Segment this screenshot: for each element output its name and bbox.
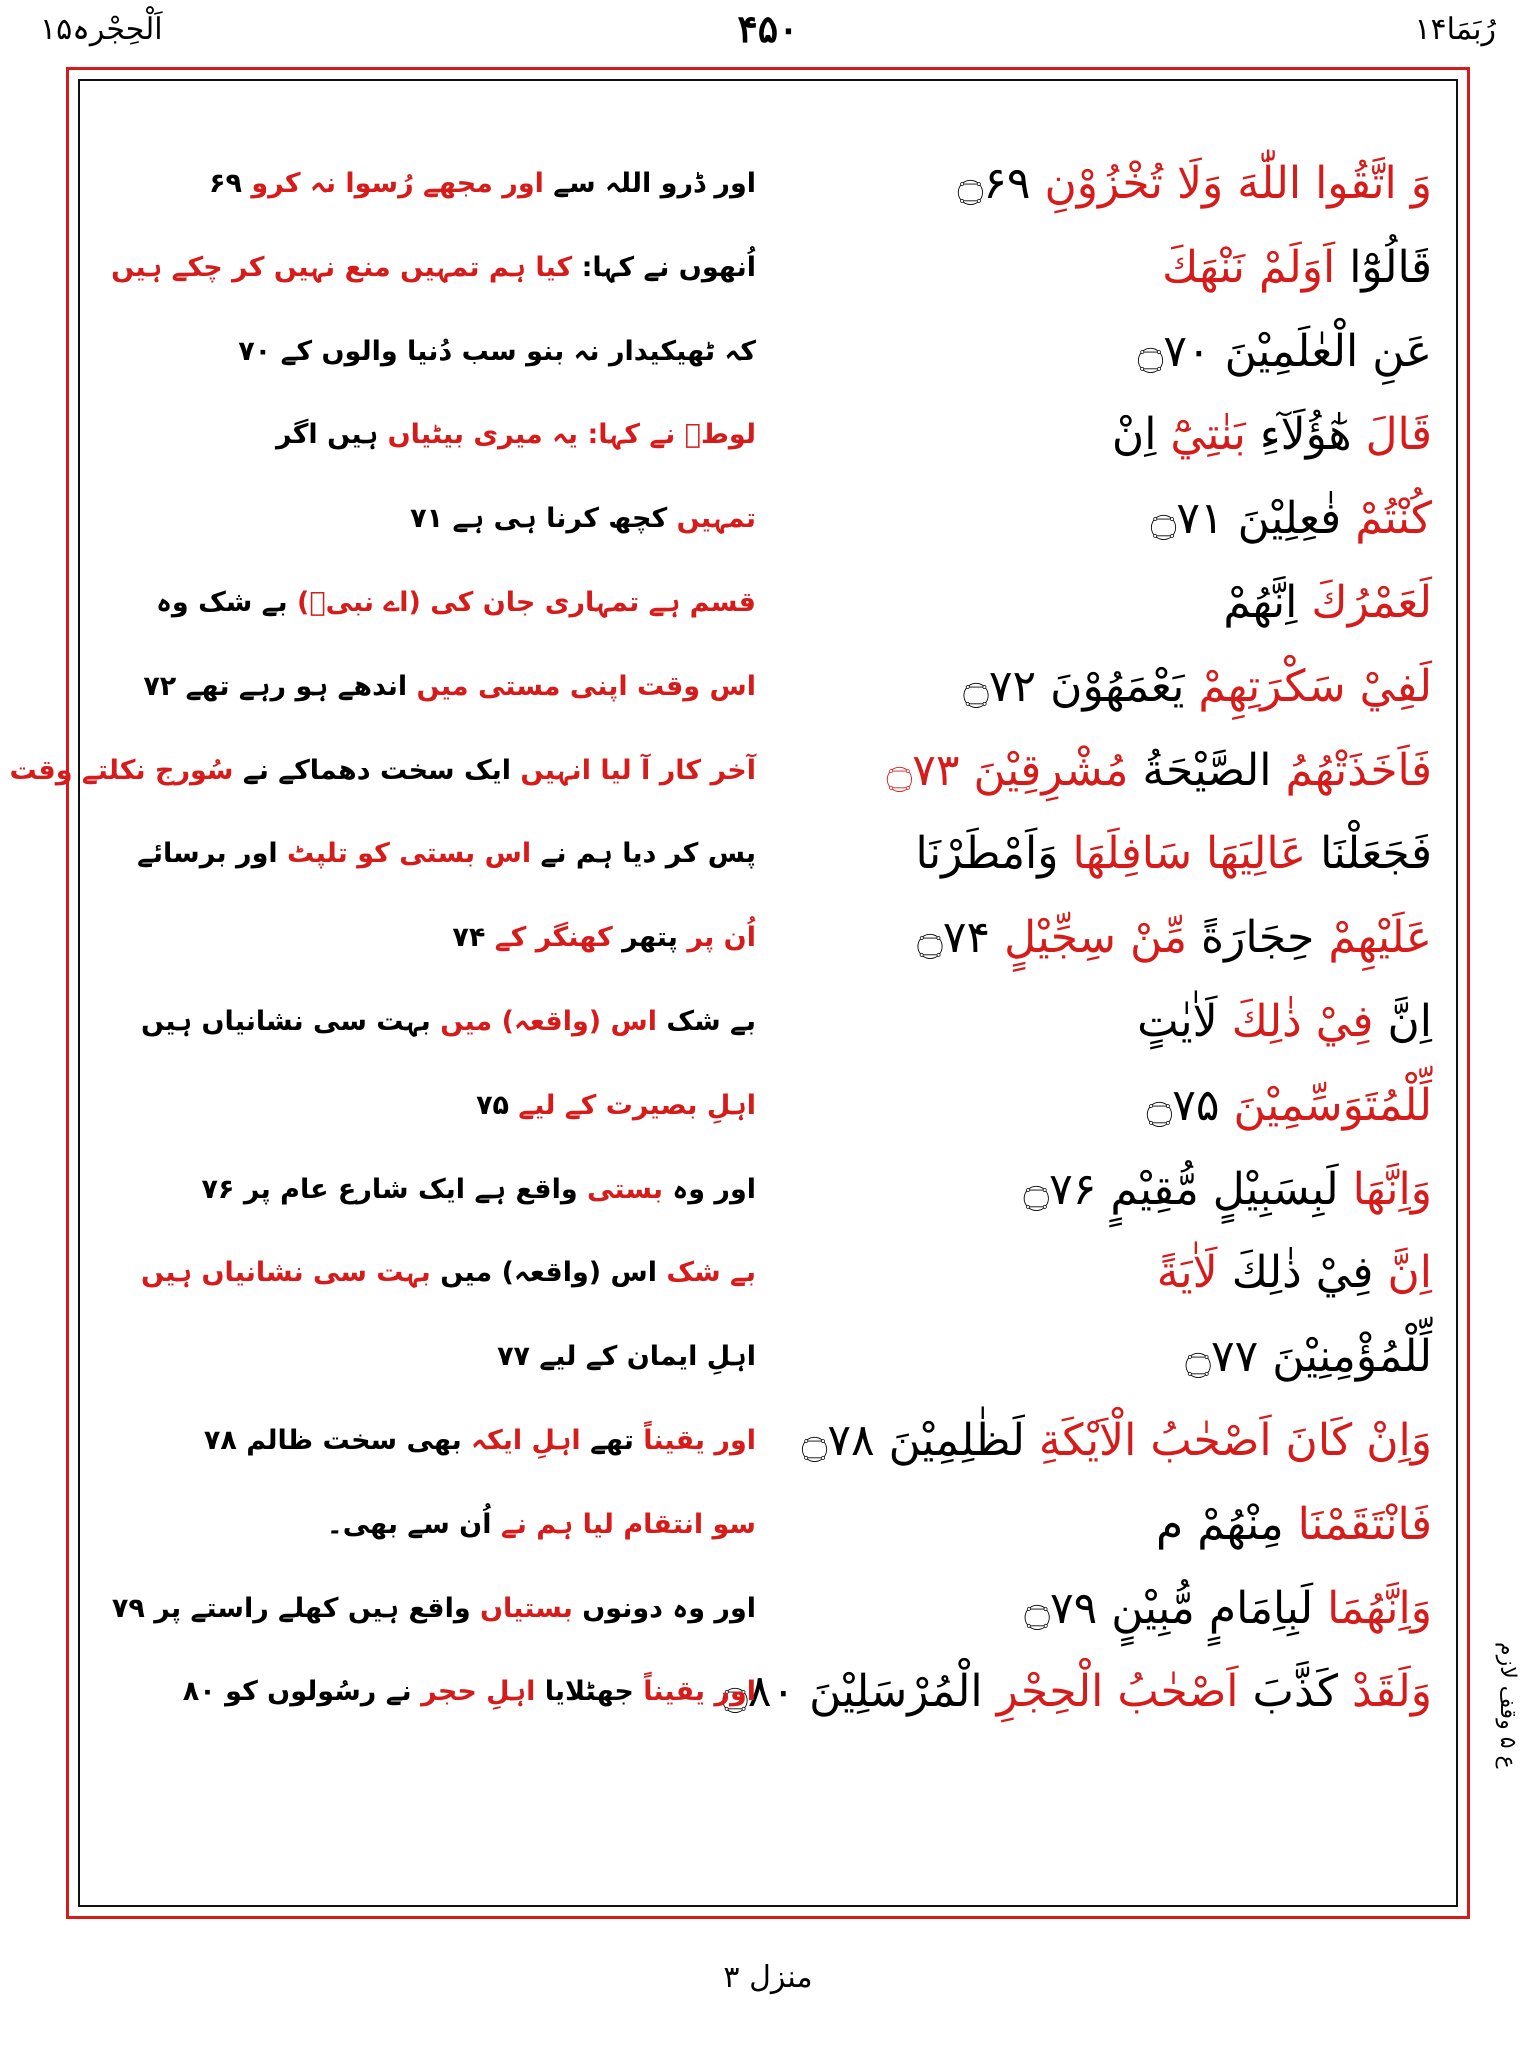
urdu-segment: بے شک	[657, 1257, 756, 1289]
arabic-segment: مِنْهُمْ م	[1156, 1498, 1284, 1550]
urdu-segment: کچھ کرنا ہی ہے ۷۱	[410, 503, 668, 535]
arabic-text	[792, 397, 1432, 473]
arabic-segment: لَظٰلِمِيْنَ ۝۷۸	[801, 1414, 1025, 1466]
urdu-segment: لوطؑ نے کہا: یہ	[542, 419, 756, 451]
urdu-segment: پس کر دیا ہم نے	[531, 838, 756, 870]
urdu-segment: قسم ہے تمہاری جان کی (اے نبیؐ)	[287, 586, 756, 618]
arabic-segment: عَلَيْهِمْ	[1314, 912, 1432, 964]
arabic-segment: وَ اتَّقُوا اللّٰهَ	[1223, 158, 1432, 209]
arabic-segment: وَاَمْطَرْنَا	[915, 828, 1059, 880]
arabic-segment: اِنْ	[1111, 409, 1157, 461]
urdu-translation	[116, 655, 756, 719]
arabic-segment: عَنِ الْعٰلَمِيْنَ ۝۷۰	[1137, 325, 1432, 377]
arabic-segment: لَبِاِمَامٍ مُّبِيْنٍ ۝۷۹	[1024, 1582, 1314, 1634]
verse-row	[90, 1064, 1446, 1148]
arabic-segment: اِنَّهُمْ	[1223, 576, 1298, 628]
arabic-text	[792, 649, 1432, 725]
verse-row	[90, 1231, 1446, 1315]
urdu-segment: نے رسُولوں کو ۸۰	[182, 1676, 412, 1708]
arabic-segment: حِجَارَةً	[1187, 912, 1315, 964]
arabic-segment: لِّلْمُتَوَسِّمِيْنَ	[1219, 1079, 1432, 1131]
arabic-segment: عَالِيَهَا سَافِلَهَا	[1058, 828, 1307, 880]
urdu-segment: کھنگر کے	[485, 922, 613, 954]
arabic-text	[792, 314, 1432, 390]
arabic-segment: ۝۶۹	[957, 158, 1031, 209]
arabic-segment: وَاِنَّهَا	[1338, 1163, 1432, 1215]
verse-row	[90, 310, 1446, 394]
verse-row	[90, 1315, 1446, 1399]
urdu-translation	[116, 152, 756, 216]
urdu-segment: بستیاں	[470, 1592, 573, 1624]
verse-row	[90, 561, 1446, 645]
margin-note: ع ۵ وقف لازم	[1495, 1641, 1520, 1769]
manzil-label: منزل ۳	[723, 1960, 813, 1995]
arabic-segment: لَاٰيَةً	[1156, 1247, 1218, 1299]
arabic-text	[792, 1319, 1432, 1395]
urdu-translation	[116, 571, 756, 635]
verse-row	[9, 729, 1446, 813]
arabic-segment: قَالَ	[1351, 409, 1432, 461]
arabic-segment: فَاَخَذَتْهُمُ	[1271, 744, 1432, 796]
urdu-segment: اہلِ ایمان کے لیے ۷۷	[497, 1341, 756, 1373]
urdu-segment: اور وہ	[663, 1173, 756, 1205]
urdu-segment: واقع ہے ایک شارع عام پر ۷۶	[201, 1173, 578, 1205]
arabic-text	[792, 481, 1432, 557]
arabic-segment: لَفِيْ سَكْرَتِهِمْ	[1184, 660, 1432, 712]
arabic-segment: الْمُرْسَلِيْنَ ۝۸۰	[722, 1666, 983, 1718]
juz-name: رُبَمَا۱۴	[1414, 12, 1496, 47]
urdu-translation	[116, 403, 756, 467]
urdu-translation	[116, 1074, 756, 1138]
verse-row	[90, 812, 1446, 896]
arabic-segment: لَعَمْرُكَ	[1297, 576, 1432, 628]
arabic-segment: فٰعِلِيْنَ ۝۷۱	[1150, 493, 1342, 545]
arabic-text	[792, 733, 1432, 809]
urdu-segment: کیا ہم تمہیں منع نہیں کر چکے ہیں	[111, 251, 573, 283]
arabic-text	[792, 1068, 1432, 1144]
verse-row	[90, 1148, 1446, 1232]
urdu-segment: پتھر	[612, 922, 678, 954]
verse-row	[90, 393, 1446, 477]
page-number: ۴۵۰	[737, 6, 799, 51]
arabic-segment: كُنْتُمْ	[1341, 493, 1432, 545]
arabic-segment: الصَّيْحَةُ	[1128, 744, 1272, 796]
urdu-segment: اس (واقعہ) میں	[430, 1005, 658, 1037]
arabic-segment: كَذَّبَ	[1238, 1666, 1338, 1718]
urdu-segment: بستی	[577, 1173, 664, 1205]
arabic-segment: مُشْرِقِيْنَ ۝۷۳	[886, 744, 1129, 796]
verse-row	[90, 645, 1446, 729]
arabic-segment: لِّلْمُؤْمِنِيْنَ ۝۷۷	[1185, 1331, 1432, 1383]
arabic-segment: فَجَعَلْنَا	[1306, 828, 1432, 880]
arabic-segment: لَاٰيٰتٍ	[1137, 995, 1218, 1047]
verse-table	[9, 142, 1446, 1902]
verse-row	[90, 142, 1446, 226]
arabic-segment: قَالُوْٓا	[1335, 241, 1432, 293]
urdu-segment: ایک سخت دھماکے نے	[233, 754, 512, 786]
verse-row	[90, 980, 1446, 1064]
arabic-segment: وَاِنَّهُمَا	[1313, 1582, 1432, 1634]
arabic-segment: اَوَلَمْ نَنْهَكَ	[1162, 241, 1336, 293]
urdu-translation	[116, 1660, 756, 1724]
verse-row	[90, 477, 1446, 561]
arabic-segment: اَصْحٰبُ الْاَيْكَةِ	[1024, 1414, 1272, 1466]
arabic-segment: مِّنْ سِجِّيْلٍ	[990, 912, 1188, 964]
urdu-segment: جھٹلایا	[535, 1676, 634, 1708]
urdu-segment: اور یقیناً	[633, 1676, 756, 1708]
verse-row	[90, 1399, 1446, 1483]
verse-row	[90, 1483, 1446, 1567]
arabic-segment: يَعْمَهُوْنَ ۝۷۲	[963, 660, 1185, 712]
urdu-segment: میری بیٹیاں	[378, 419, 543, 451]
urdu-segment: اس وقت اپنی مستی میں	[407, 670, 756, 702]
arabic-text	[792, 900, 1432, 976]
urdu-segment: بے شک	[657, 1005, 756, 1037]
arabic-text	[792, 230, 1432, 306]
urdu-segment: اہلِ ایکہ	[461, 1424, 581, 1456]
urdu-translation	[116, 320, 756, 384]
arabic-text	[722, 1654, 1432, 1730]
verse-row	[90, 896, 1446, 980]
urdu-segment: اندھے ہو رہے تھے ۷۲	[143, 670, 408, 702]
verse-row	[90, 226, 1446, 310]
arabic-segment: اَصْحٰبُ الْحِجْرِ	[982, 1666, 1239, 1718]
urdu-segment: ہیں اگر	[275, 419, 379, 451]
urdu-segment: ۷۴	[452, 922, 486, 954]
verse-row	[90, 1650, 1446, 1734]
urdu-translation	[116, 1409, 756, 1473]
urdu-segment: اہلِ حجر	[411, 1676, 536, 1708]
urdu-translation	[116, 822, 756, 886]
arabic-segment: هٰٓؤُلَآءِ	[1245, 409, 1352, 461]
urdu-translation	[116, 1158, 756, 1222]
urdu-segment: اور یقیناً	[633, 1424, 756, 1456]
urdu-translation	[116, 990, 756, 1054]
urdu-segment: بے شک وہ	[156, 586, 288, 618]
arabic-text	[792, 984, 1432, 1060]
urdu-segment: ۶۹	[208, 168, 242, 199]
arabic-segment: فِيْ ذٰلِكَ	[1217, 995, 1374, 1047]
arabic-segment: اِنَّ	[1373, 995, 1432, 1047]
page-header	[0, 0, 1536, 70]
urdu-segment: بہت سی نشانیاں ہیں	[140, 1005, 431, 1037]
urdu-translation	[116, 906, 756, 970]
urdu-segment: اس (واقعہ) میں	[430, 1257, 658, 1289]
arabic-text	[792, 1487, 1432, 1563]
arabic-segment: فِيْ ذٰلِكَ	[1217, 1247, 1374, 1299]
urdu-translation	[116, 1493, 756, 1557]
urdu-segment: اُنھوں نے کہا:	[572, 251, 756, 283]
urdu-segment: آخر کار آ لیا انہیں	[511, 754, 756, 786]
arabic-segment: ۝۷۵	[1146, 1079, 1220, 1131]
urdu-segment: اور وہ دونوں	[572, 1592, 756, 1624]
urdu-translation	[116, 487, 756, 551]
arabic-text	[792, 1235, 1432, 1311]
urdu-translation	[111, 1577, 756, 1641]
arabic-segment: لَبِسَبِيْلٍ مُّقِيْمٍ ۝۷۶	[1023, 1163, 1339, 1215]
arabic-segment: وَاِنْ كَانَ	[1271, 1414, 1432, 1466]
urdu-segment: بھی سخت ظالم ۷۸	[203, 1424, 462, 1456]
urdu-segment: تمہیں	[667, 503, 756, 535]
arabic-text	[792, 1152, 1432, 1228]
arabic-text	[792, 565, 1432, 641]
urdu-segment: کہ ٹھیکیدار نہ بنو سب دُنیا والوں کے ۷۰	[238, 335, 756, 367]
urdu-translation	[9, 739, 756, 803]
urdu-segment: اور ڈرو اللہ سے	[543, 168, 756, 199]
urdu-segment: اُن پر	[677, 922, 756, 954]
urdu-segment: اُن سے بھی۔	[326, 1508, 492, 1540]
surah-name: اَلْحِجْرہ۱۵	[40, 12, 163, 47]
arabic-segment: وَلَا تُخْزُوْنِ	[1030, 158, 1224, 209]
arabic-text	[792, 1403, 1432, 1479]
verse-row	[90, 1567, 1446, 1651]
arabic-segment: فَانْتَقَمْنَا	[1283, 1498, 1432, 1550]
urdu-segment: ۷۵	[476, 1089, 510, 1121]
arabic-text	[792, 146, 1432, 222]
arabic-text	[792, 1571, 1432, 1647]
arabic-segment: وَلَقَدْ	[1338, 1666, 1432, 1718]
urdu-translation	[116, 1241, 756, 1305]
urdu-translation	[116, 1325, 756, 1389]
urdu-segment: اس بستی کو تلپٹ	[277, 838, 532, 870]
urdu-segment: اہلِ بصیرت کے لیے	[509, 1089, 756, 1121]
arabic-segment: ۝۷۴	[917, 912, 991, 964]
arabic-text	[792, 816, 1432, 892]
urdu-translation	[111, 236, 756, 300]
arabic-segment: اِنَّ	[1373, 1247, 1432, 1299]
arabic-segment: بَنٰتِيْٓ	[1156, 409, 1246, 461]
urdu-segment: سُورج نکلتے وقت	[9, 754, 234, 786]
urdu-segment: واقع ہیں کھلے راستے پر ۷۹	[111, 1592, 471, 1624]
urdu-segment: سو انتقام لیا ہم نے	[491, 1508, 756, 1540]
urdu-segment: اور برسائے	[137, 838, 278, 870]
urdu-segment: بہت سی نشانیاں ہیں	[140, 1257, 431, 1289]
urdu-segment: اور مجھے رُسوا نہ کرو	[241, 168, 544, 199]
urdu-segment: تھے	[580, 1424, 634, 1456]
